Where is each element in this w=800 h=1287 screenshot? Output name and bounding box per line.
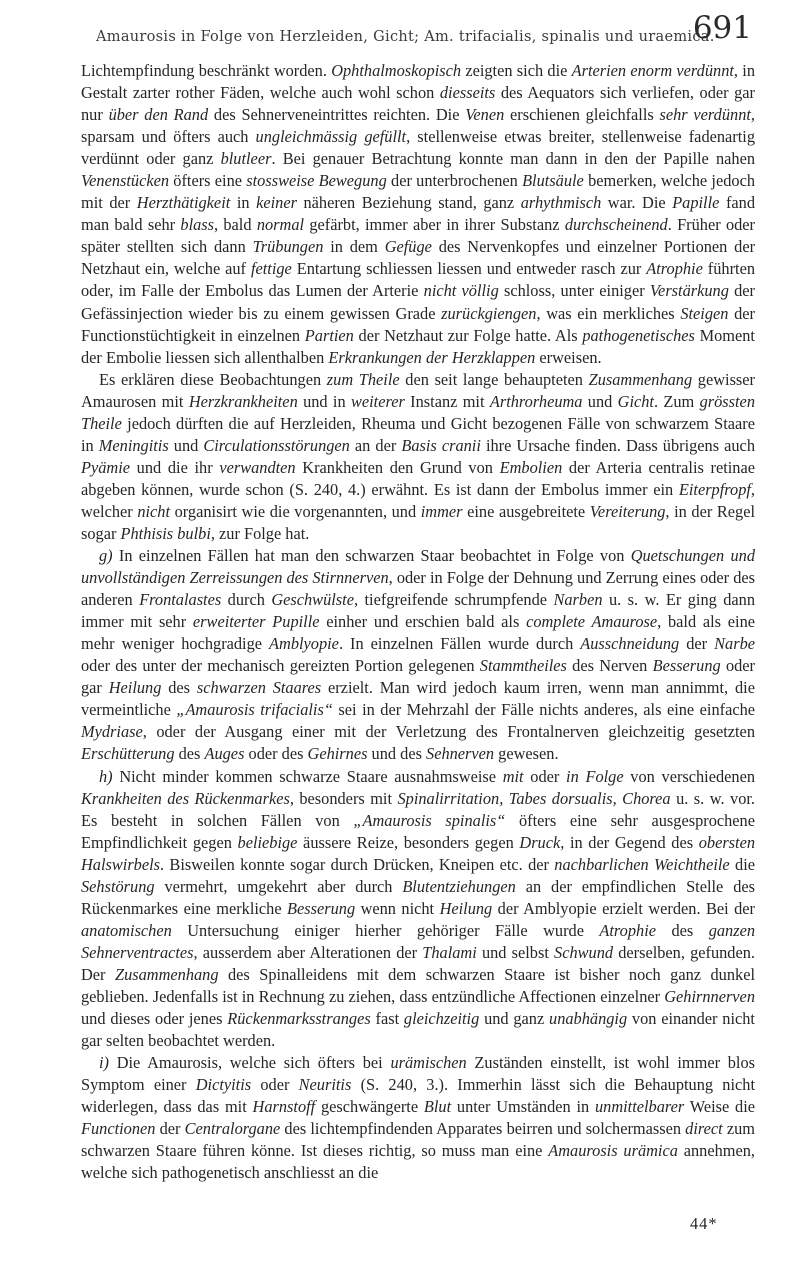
paragraph-herzleiden: Es erklären diese Beobachtungen zum Theile den seit lange behaupteten Zusammenhang gewisser Amaurosen mit Herzkrankheiten und in weiterer Instanz mit Arthrorheuma und Gicht. Zum grössten Theile jedoch dürften die auf Herzleiden, Rheuma und Gicht bezogenen Fälle von schwarzem Staare in Meningitis und Circulationsstörungen an der Basis cranii ihre Ursache finden. Dass übrigens auch Pyämie und die ihr verwandten Krankheiten den Grund von Embolien der Arteria centralis retinae abgeben können, wurde schon (S. 240, 4.) erwähnt. Es ist dann der Embolus immer ein Eiterpfropf, welcher nicht organisirt wie die vorgenannten, und immer eine ausgebreitete Vereiterung, in der Regel sogar Phthisis bulbi, zur Folge hat. xyxy=(81,369,755,543)
paragraph-i-uraemica: i) Die Amaurosis, welche sich öfters bei urämischen Zuständen einstellt, ist wohl immer blos Symptom einer Dictyitis oder Neuritis (S. 240, 3.). Immerhin lässt sich die Behauptung nicht widerlegen, dass das mit Harnstoff geschwängerte Blut unter Umständen in unmittelbarer Weise die Functionen der Centralorgane des lichtempfindenden Apparates beirren und solchermassen direct zum schwarzen Staare führen könne. Ist dieses richtig, so muss man eine Amaurosis urämica annehmen, welche sich pathogenetisch anschliesst an die xyxy=(81,1053,755,1183)
paragraph-continuation: Lichtempfindung beschränkt worden. Ophthalmoskopisch zeigten sich die Arterien enorm verdünnt, in Gestalt zarter rother Fäden, welche auch wohl schon diesseits des Aequators sich verliefen, oder gar nur über den Rand des Sehnerveneintrittes reichten. Die Venen erschienen gleichfalls sehr verdünnt, sparsam und öfters auch ungleichmässig gefüllt, stellenweise etwas breiter, stellenweise fadenartig verdünnt oder ganz blutleer. Bei genauer Betrachtung konnte man dann in den der Papille nahen Venenstücken öfters eine stossweise Bewegung der unterbrochenen Blutsäule bemerken, welche jedoch mit der Herzthätigkeit in keiner näheren Beziehung stand, ganz arhythmisch war. Die Papille fand man bald sehr blass, bald normal gefärbt, immer aber in ihrer Substanz durchscheinend. Früher oder später stellten sich dann Trübungen in dem Gefüge des Nervenkopfes und einzelner Portionen der Netzhaut ein, welche auf fettige Entartung schliessen liessen und entweder rasch zur Atrophie führten oder, im Falle der Embolus das Lumen der Arterie nicht völlig schloss, unter einiger Verstärkung der Gefässinjection wieder bis zu einem gewissen Grade zurückgiengen, was ein merkliches Steigen der Functionstüchtigkeit in einzelnen Partien der Netzhaut zur Folge hatte. Als pathogenetisches Moment der Embolie liessen sich allenthalben Erkrankungen der Herzklappen erweisen. xyxy=(81,61,756,367)
page-number: 691 xyxy=(692,10,752,46)
paragraph-h-spinalis: h) Nicht minder kommen schwarze Staare ausnahmsweise mit oder in Folge von verschiedenen Krankheiten des Rückenmarkes, besonders mit Spinalirritation, Tabes dorsualis, Chorea u. s. w. vor. Es besteht in solchen Fällen von „Amaurosis spinalis“ öfters eine sehr ausgesprochene Empfindlichkeit gegen beliebige äussere Reize, besonders gegen Druck, in der Gegend des obersten Halswirbels. Bisweilen konnte sogar durch Drücken, Kneipen etc. der nachbarlichen Weichtheile die Sehstörung vermehrt, umgekehrt aber durch Blutentziehungen an der empfindlichen Stelle des Rückenmarkes eine merkliche Besserung wenn nicht Heilung der Amblyopie erzielt werden. Bei der anatomischen Untersuchung einiger hierher gehöriger Fälle wurde Atrophie des ganzen Sehnerventractes, ausserdem aber Alterationen der Thalami und selbst Schwund derselben, gefunden. Der Zusammenhang des Spinalleidens mit dem schwarzen Staare ist bisher noch ganz dunkel geblieben. Jedenfalls ist in Rechnung zu ziehen, dass entzündliche Affectionen einzelner Gehirnnerven und dieses oder jenes Rückenmarksstranges fast gleichzeitig und ganz unabhängig von einander nicht gar selten beobachtet werden. xyxy=(81,766,756,1051)
signature-mark: 44* xyxy=(690,1214,718,1233)
running-header xyxy=(96,10,752,50)
page-body xyxy=(81,60,755,1184)
running-head-title: Amaurosis in Folge von Herzleiden, Gicht; Am. trifacialis, spinalis und uraemica. xyxy=(96,29,715,45)
paragraph-g-trifacialis: g) In einzelnen Fällen hat man den schwarzen Staar beobachtet in Folge von Quetschungen und unvollständigen Zerreissungen des Stirnnerven, oder in Folge der Dehnung und Zerrung eines oder des anderen Frontalastes durch Geschwülste, tiefgreifende schrumpfende Narben u. s. w. Er ging dann immer mit sehr erweiterter Pupille einher und erschien bald als complete Amaurose, bald als eine mehr weniger hochgradige Amblyopie. In einzelnen Fällen wurde durch Ausschneidung der Narbe oder des unter der mechanisch gereizten Portion gelegenen Stammtheiles des Nerven Besserung oder gar Heilung des schwarzen Staares erzielt. Man wird jedoch kaum irren, wenn man annimmt, die vermeintliche „Amaurosis trifacialis“ sei in der Mehrzahl der Fälle nichts anderes, als eine einfache Mydriase, oder der Ausgang einer mit der Verletzung des Frontalnerven gleichzeitig gesetzten Erschütterung des Auges oder des Gehirnes und des Sehnerven gewesen. xyxy=(81,546,756,764)
